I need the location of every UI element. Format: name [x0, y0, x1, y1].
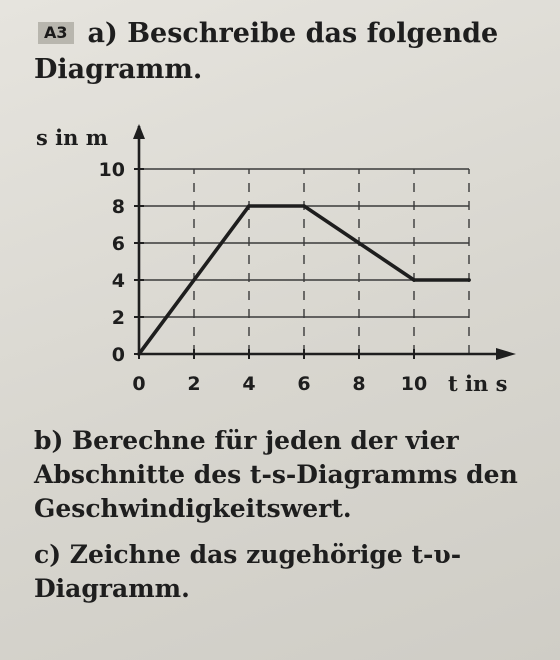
y-tick-label: 0	[111, 344, 125, 366]
x-tick-label: 0	[132, 373, 146, 395]
data-point	[302, 204, 306, 208]
task-b	[34, 424, 534, 526]
x-axis-label: t in s	[448, 371, 508, 396]
task-badge: A3	[38, 22, 74, 44]
x-axis-arrow	[496, 348, 516, 360]
x-tick-label: 4	[242, 373, 256, 395]
y-axis-label: s in m	[36, 125, 108, 150]
y-tick-label: 8	[111, 196, 125, 218]
x-tick-label: 10	[400, 373, 428, 395]
x-tick-label: 2	[187, 373, 201, 395]
chart-grid	[139, 169, 469, 354]
y-axis-arrow	[133, 124, 145, 139]
task-a-text-line2: Diagramm.	[34, 54, 203, 85]
y-tick-label: 2	[111, 307, 125, 329]
task-c-label: c)	[34, 540, 62, 569]
chart-axes	[133, 124, 516, 360]
task-b-text: Berechne für jeden der vier Abschnitte des t-s-Diagramms den Geschwindigkeitswert.	[34, 426, 518, 523]
data-point	[467, 278, 471, 282]
y-tick-label: 6	[111, 233, 125, 255]
task-b-label: b)	[34, 426, 64, 455]
x-tick-label: 8	[352, 373, 366, 395]
chart-tick-labels	[99, 159, 428, 395]
data-point	[247, 204, 251, 208]
y-tick-label: 4	[111, 270, 125, 292]
task-c-text: Zeichne das zugehörige t-υ-Diagramm.	[34, 540, 462, 603]
y-tick-label: 10	[98, 159, 125, 181]
task-a-label: a)	[87, 18, 118, 49]
task-c	[34, 538, 534, 606]
task-a-text-line1: Beschreibe das folgende	[127, 18, 499, 49]
data-point	[412, 278, 416, 282]
x-tick-label: 6	[297, 373, 311, 395]
data-point	[137, 352, 141, 356]
